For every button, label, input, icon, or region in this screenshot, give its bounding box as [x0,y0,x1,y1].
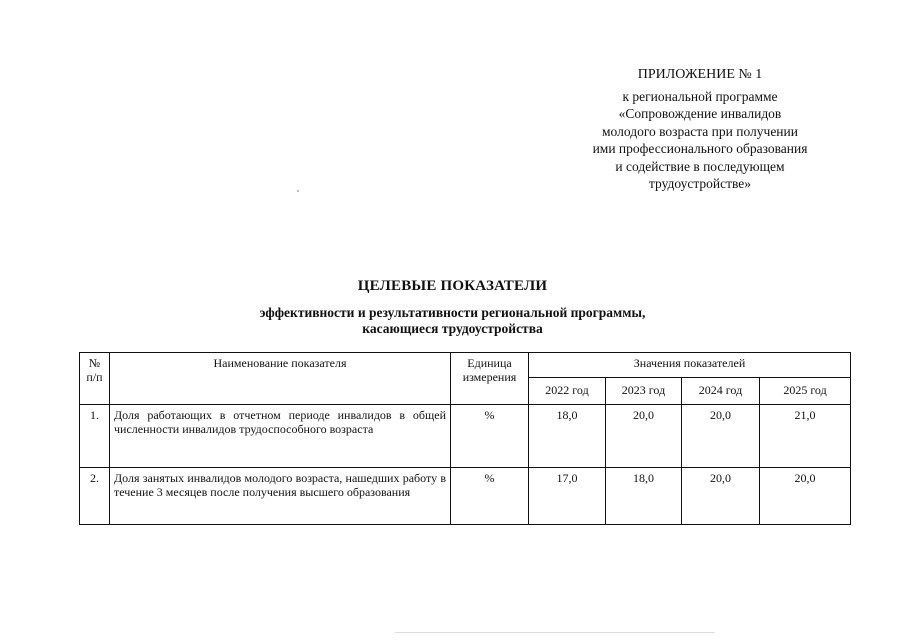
row-value: 21,0 [760,405,851,468]
appendix-line: и содействие в последующем [615,158,785,174]
document-subtitle [0,305,905,337]
row-name: Доля работающих в отчетном периоде инвалидов в общей численности инвалидов трудоспособного возраста [110,405,451,468]
scan-artifact [395,632,715,633]
document-title-block [0,277,905,337]
appendix-line: трудоустройстве» [648,176,752,191]
row-num: 1. [80,405,110,468]
table-header-row [80,353,851,378]
header-year: 2025 год [760,378,851,405]
scan-artifact [297,190,299,192]
row-value: 20,0 [606,405,682,468]
indicators-table [79,352,851,525]
row-value: 20,0 [682,405,760,468]
subtitle-line: эффективности и результативности региональной программы, [259,305,646,320]
header-year: 2022 год [529,378,606,405]
row-num: 2. [80,468,110,525]
document-title: ЦЕЛЕВЫЕ ПОКАЗАТЕЛИ [357,278,548,294]
header-name: Наименование показателя [110,353,451,405]
header-unit: Единица измерения [451,353,529,405]
row-unit: % [451,405,529,468]
appendix-line: молодого возраста при получении [601,123,798,139]
header-year: 2023 год [606,378,682,405]
row-value: 17,0 [529,468,606,525]
row-value: 20,0 [760,468,851,525]
appendix-block [560,66,840,193]
appendix-heading: ПРИЛОЖЕНИЕ № 1 [637,67,763,82]
appendix-line: к региональной программе [622,88,778,104]
header-year: 2024 год [682,378,760,405]
table-row [80,468,851,525]
header-num: № п/п [80,353,110,405]
row-value: 18,0 [606,468,682,525]
header-values: Значения показателей [529,353,851,378]
row-value: 20,0 [682,468,760,525]
appendix-line: ими профессионального образования [592,141,808,156]
subtitle-line: касающиеся трудоустройства [362,321,543,336]
appendix-line: «Сопровождение инвалидов [618,106,782,121]
row-name: Доля занятых инвалидов молодого возраста, нашедших работу в течение 3 месяцев после получения высшего образования [110,468,451,525]
row-value: 18,0 [529,405,606,468]
row-unit: % [451,468,529,525]
table-row [80,405,851,468]
